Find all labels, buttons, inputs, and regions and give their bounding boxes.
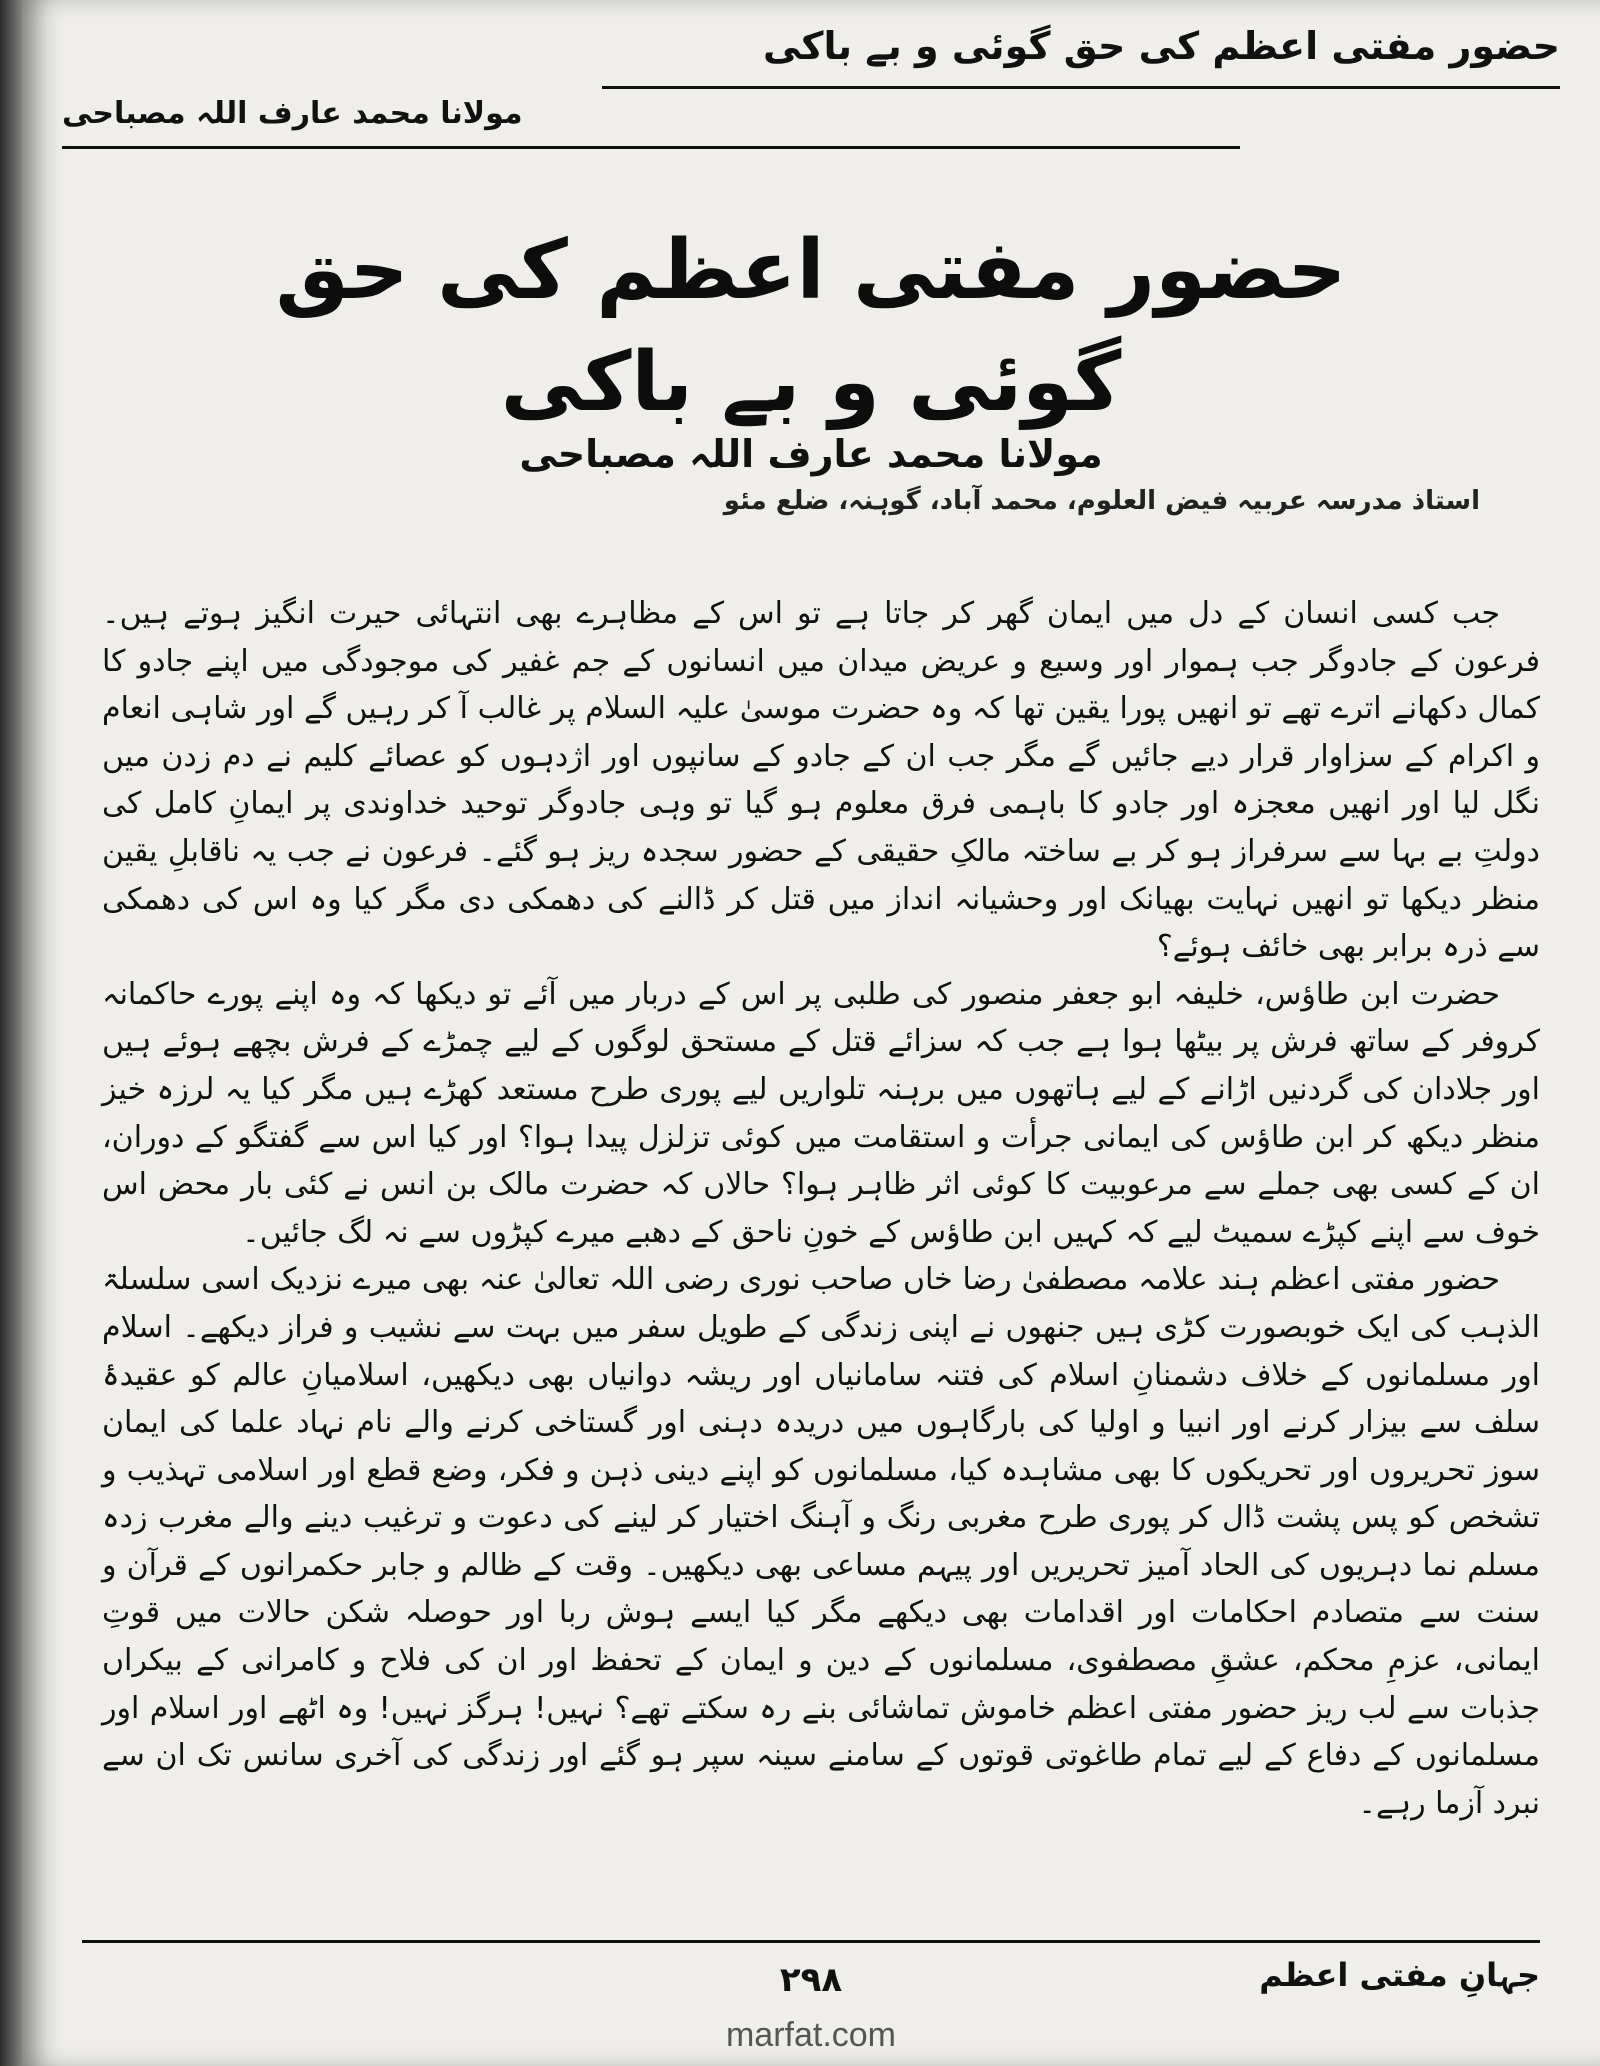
header-author: مولانا محمد عارف اللہ مصباحی <box>62 96 523 131</box>
page-header <box>62 18 1560 88</box>
running-title: حضور مفتی اعظم کی حق گوئی و بے باکی <box>762 24 1560 68</box>
watermark: marfat.com <box>725 2016 897 2054</box>
article-body <box>102 590 1540 1827</box>
author-affiliation: استاذ مدرسہ عربیہ فیض العلوم، محمد آباد، گوہنہ، ضلع مئو <box>723 486 1480 516</box>
article-author: مولانا محمد عارف اللہ مصباحی <box>519 432 1103 476</box>
page-number: ۲۹۸ <box>779 1960 843 2000</box>
journal-name: جہانِ مفتی اعظم <box>1259 1956 1540 1994</box>
author-rule <box>62 146 1240 149</box>
article-title: حضور مفتی اعظم کی حق گوئی و بے باکی <box>275 223 1347 430</box>
body-paragraph: حضور مفتی اعظم ہند علامہ مصطفیٰ رضا خاں صاحب نوری رضی اللہ تعالیٰ عنہ بھی میرے نزدیک اسی سلسلۃ الذہب کی ایک خوبصورت کڑی ہیں جنھوں نے اپنی زندگی کے طویل سفر میں بہت سے نشیب و فراز دیکھے۔ اسلام اور مسلمانوں کے خلاف دشمنانِ اسلام کی فتنہ سامانیاں اور ریشہ دوانیاں بھی دیکھیں، اسلامیانِ عالم کو عقیدۂ سلف سے بیزار کرنے اور انبیا و اولیا کی بارگاہوں میں دریدہ دہنی اور گستاخی کرنے والے نام نہاد علما کی ایمان سوز تحریروں اور تحریکوں کا بھی مشاہدہ کیا، مسلمانوں کو اپنے دینی ذہن و فکر، وضع قطع اور اسلامی تہذیب و تشخص کو پس پشت ڈال کر پوری طرح مغربی رنگ و آہنگ اختیار کر لینے کی دعوت و ترغیب دینے والے مغرب زدہ مسلم نما دہریوں کی الحاد آمیز تحریریں اور پیہم مساعی بھی دیکھیں۔ وقت کے ظالم و جابر حکمرانوں کے قرآن و سنت سے متصادم احکامات اور اقدامات بھی دیکھے مگر کیا ایسے ہوش ربا اور حوصلہ شکن حالات میں قوتِ ایمانی، عزمِ محکم، عشقِ مصطفوی، مسلمانوں کے دین و ایمان کے تحفظ اور ان کی فلاح و کامرانی کے بیکراں جذبات سے لب ریز حضور مفتی اعظم خاموش تماشائی بنے رہ سکتے تھے؟ نہیں! ہرگز نہیں! وہ اٹھے اور اسلام اور مسلمانوں کے دفاع کے لیے تمام طاغوتی قوتوں کے سامنے سینہ سپر ہو گئے اور زندگی کی آخری سانس تک ان سے نبرد آزما رہے۔ <box>102 1262 1540 1821</box>
header-rule <box>602 86 1560 89</box>
footer-rule <box>82 1940 1540 1943</box>
body-paragraph: جب کسی انسان کے دل میں ایمان گھر کر جاتا ہے تو اس کے مظاہرے بھی انتہائی حیرت انگیز ہوتے ہیں۔ فرعون کے جادوگر جب ہموار اور وسیع و عریض میدان میں انسانوں کے جم غفیر کی موجودگی میں اپنے جادو کا کمال دکھانے اترے تھے تو انھیں پورا یقین تھا کہ وہ حضرت موسیٰ علیہ السلام پر غالب آ کر رہیں گے اور شاہی انعام و اکرام کے سزاوار قرار دیے جائیں گے مگر جب ان کے جادو کے سانپوں اور اژدہوں کو عصائے کلیم نے دم زدن میں نگل لیا اور انھیں معجزہ اور جادو کا باہمی فرق معلوم ہو گیا تو وہی جادوگر توحید خداوندی پر ایمانِ کامل کی دولتِ بے بہا سے سرفراز ہو کر بے ساختہ مالکِ حقیقی کے حضور سجدہ ریز ہو گئے۔ فرعون نے جب یہ ناقابلِ یقین منظر دیکھا تو انھیں نہایت بھیانک اور وحشیانہ انداز میں قتل کر ڈالنے کی دھمکی دی مگر کیا وہ اس کی دھمکی سے ذرہ برابر بھی خائف ہوئے؟ <box>102 596 1540 965</box>
body-paragraph: حضرت ابن طاؤس، خلیفہ ابو جعفر منصور کی طلبی پر اس کے دربار میں آئے تو دیکھا کہ وہ اپنے پورے حاکمانہ کروفر کے ساتھ فرش پر بیٹھا ہوا ہے جب کہ سزائے قتل کے مستحق لوگوں کے لیے چمڑے کے فرش بچھے ہوئے ہیں اور جلادان کی گردنیں اڑانے کے لیے ہاتھوں میں برہنہ تلواریں لیے پوری طرح مستعد کھڑے ہیں مگر کیا یہ لرزہ خیز منظر دیکھ کر ابن طاؤس کی ایمانی جرأت و استقامت میں کوئی تزلزل پیدا ہوا؟ اور کیا اس سے گفتگو کے دوران، ان کے کسی بھی جملے سے مرعوبیت کا کوئی اثر ظاہر ہوا؟ حالاں کہ حضرت مالک بن انس نے کئی بار محض اس خوف سے اپنے کپڑے سمیٹ لیے کہ کہیں ابن طاؤس کے خونِ ناحق کے دھبے میرے کپڑوں سے نہ لگ جائیں۔ <box>102 976 1540 1250</box>
scanned-page <box>22 0 1600 2066</box>
